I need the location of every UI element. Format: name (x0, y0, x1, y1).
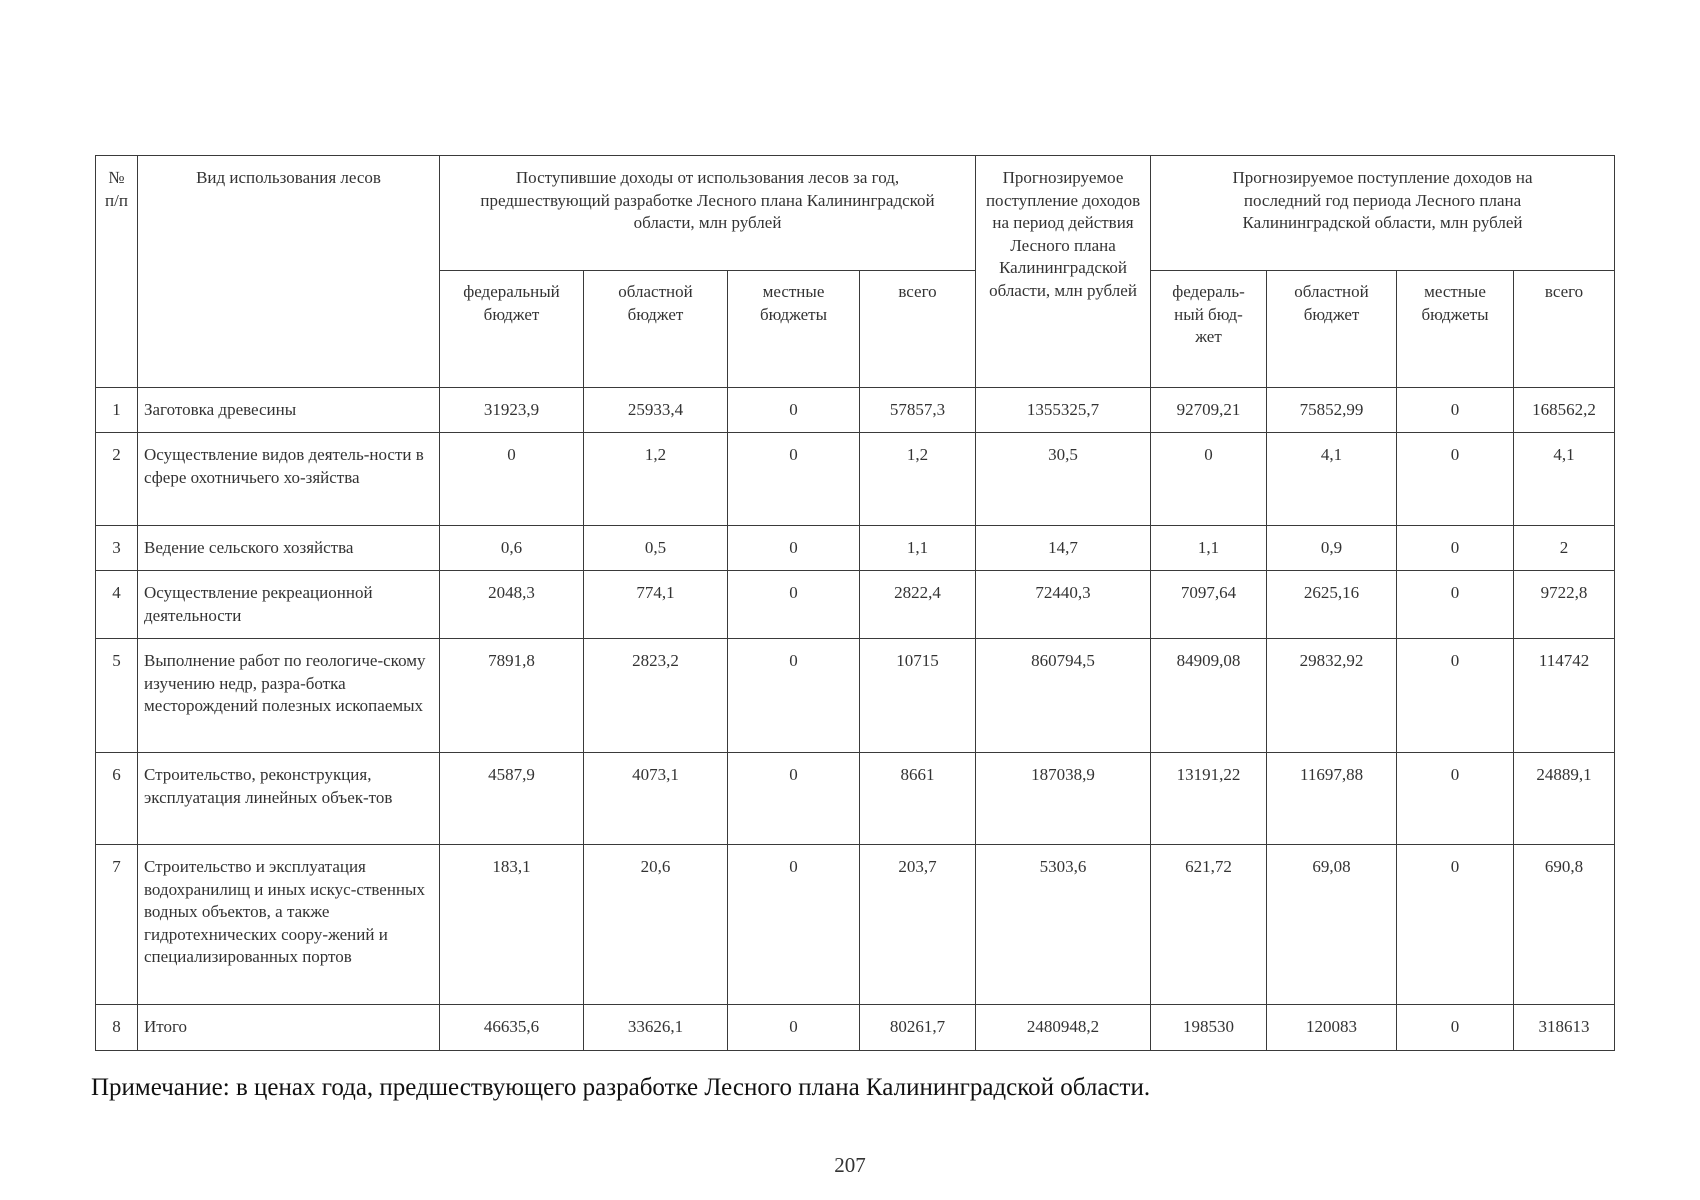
cell-last-federal: 13191,22 (1151, 753, 1267, 845)
cell-last-total: 4,1 (1514, 433, 1615, 526)
cell-last-federal: 0 (1151, 433, 1267, 526)
cell-forecast-period: 30,5 (976, 433, 1151, 526)
cell-last-local: 0 (1397, 433, 1514, 526)
header-last-regional: областной бюджет (1267, 271, 1397, 388)
cell-last-regional: 75852,99 (1267, 388, 1397, 433)
cell-last-federal: 92709,21 (1151, 388, 1267, 433)
cell-last-total: 2 (1514, 526, 1615, 571)
cell-received-total: 8661 (860, 753, 976, 845)
cell-received-federal: 2048,3 (440, 571, 584, 639)
cell-last-regional: 2625,16 (1267, 571, 1397, 639)
cell-received-federal: 0 (440, 433, 584, 526)
cell-last-regional: 11697,88 (1267, 753, 1397, 845)
cell-last-total: 690,8 (1514, 845, 1615, 1005)
cell-last-local: 0 (1397, 639, 1514, 753)
cell-last-local: 0 (1397, 388, 1514, 433)
cell-received-local: 0 (728, 571, 860, 639)
cell-last-local: 0 (1397, 753, 1514, 845)
row-kind: Заготовка древесины (138, 388, 440, 433)
cell-received-total: 80261,7 (860, 1005, 976, 1051)
cell-received-federal: 31923,9 (440, 388, 584, 433)
header-last-local: местные бюджеты (1397, 271, 1514, 388)
cell-received-federal: 4587,9 (440, 753, 584, 845)
header-number: № п/п (96, 156, 138, 388)
cell-last-federal: 84909,08 (1151, 639, 1267, 753)
header-forecast-period: Прогнозируемое поступление доходов на период действия Лесного плана Калининградской области, млн рублей (976, 156, 1151, 388)
row-kind: Ведение сельского хозяйства (138, 526, 440, 571)
row-kind: Осуществление видов деятель-ности в сфере охотничьего хо-зяйства (138, 433, 440, 526)
cell-last-regional: 0,9 (1267, 526, 1397, 571)
cell-received-regional: 1,2 (584, 433, 728, 526)
table-row (96, 526, 1615, 571)
cell-last-local: 0 (1397, 845, 1514, 1005)
cell-received-total: 1,1 (860, 526, 976, 571)
cell-last-total: 9722,8 (1514, 571, 1615, 639)
cell-last-total: 168562,2 (1514, 388, 1615, 433)
cell-received-local: 0 (728, 1005, 860, 1051)
cell-last-total: 318613 (1514, 1005, 1615, 1051)
cell-last-regional: 120083 (1267, 1005, 1397, 1051)
cell-received-regional: 33626,1 (584, 1005, 728, 1051)
row-kind: Строительство и эксплуатация водохранилищ и иных искус-ственных водных объектов, а также гидротехнических соору-жений и специализированных портов (138, 845, 440, 1005)
cell-received-federal: 46635,6 (440, 1005, 584, 1051)
row-number: 4 (96, 571, 138, 639)
header-received-federal: федеральный бюджет (440, 271, 584, 388)
cell-last-local: 0 (1397, 571, 1514, 639)
cell-received-local: 0 (728, 845, 860, 1005)
row-kind: Осуществление рекреационной деятельности (138, 571, 440, 639)
cell-last-federal: 621,72 (1151, 845, 1267, 1005)
cell-received-local: 0 (728, 388, 860, 433)
header-last-total: всего (1514, 271, 1615, 388)
row-number: 6 (96, 753, 138, 845)
cell-forecast-period: 72440,3 (976, 571, 1151, 639)
cell-last-total: 114742 (1514, 639, 1615, 753)
cell-forecast-period: 187038,9 (976, 753, 1151, 845)
row-number: 2 (96, 433, 138, 526)
cell-last-local: 0 (1397, 1005, 1514, 1051)
header-kind: Вид использования лесов (138, 156, 440, 388)
row-kind: Строительство, реконструкция, эксплуатация линейных объек-тов (138, 753, 440, 845)
header-received-local: местные бюджеты (728, 271, 860, 388)
cell-received-regional: 0,5 (584, 526, 728, 571)
cell-received-federal: 0,6 (440, 526, 584, 571)
cell-received-total: 2822,4 (860, 571, 976, 639)
cell-last-federal: 7097,64 (1151, 571, 1267, 639)
footnote: Примечание: в ценах года, предшествующего разработке Лесного плана Калининградской области. (91, 1074, 1151, 1101)
cell-received-total: 1,2 (860, 433, 976, 526)
row-kind: Выполнение работ по геологиче-скому изучению недр, разра-ботка месторождений полезных ископаемых (138, 639, 440, 753)
cell-last-regional: 69,08 (1267, 845, 1397, 1005)
table-row (96, 388, 1615, 433)
cell-forecast-period: 14,7 (976, 526, 1151, 571)
header-forecast-last-group: Прогнозируемое поступление доходов на последний год периода Лесного плана Калининградской области, млн рублей (1151, 156, 1615, 271)
cell-received-federal: 7891,8 (440, 639, 584, 753)
table-row (96, 639, 1615, 753)
table-row (96, 571, 1615, 639)
cell-received-regional: 2823,2 (584, 639, 728, 753)
header-received-regional: областной бюджет (584, 271, 728, 388)
cell-received-regional: 774,1 (584, 571, 728, 639)
row-number: 1 (96, 388, 138, 433)
cell-forecast-period: 5303,6 (976, 845, 1151, 1005)
cell-received-regional: 20,6 (584, 845, 728, 1005)
forest-income-table (95, 155, 1615, 1051)
row-kind: Итого (138, 1005, 440, 1051)
table-row (96, 433, 1615, 526)
page-number: 207 (834, 1153, 866, 1177)
cell-received-federal: 183,1 (440, 845, 584, 1005)
cell-last-federal: 198530 (1151, 1005, 1267, 1051)
cell-received-total: 57857,3 (860, 388, 976, 433)
cell-last-federal: 1,1 (1151, 526, 1267, 571)
cell-received-regional: 25933,4 (584, 388, 728, 433)
row-number: 7 (96, 845, 138, 1005)
cell-last-local: 0 (1397, 526, 1514, 571)
cell-last-regional: 4,1 (1267, 433, 1397, 526)
cell-forecast-period: 2480948,2 (976, 1005, 1151, 1051)
cell-received-local: 0 (728, 526, 860, 571)
cell-received-local: 0 (728, 753, 860, 845)
cell-received-regional: 4073,1 (584, 753, 728, 845)
header-received-group: Поступившие доходы от использования лесов за год, предшествующий разработке Лесного плана Калининградской области, млн рублей (440, 156, 976, 271)
table-row (96, 845, 1615, 1005)
row-number: 5 (96, 639, 138, 753)
cell-forecast-period: 860794,5 (976, 639, 1151, 753)
header-last-federal: федераль-ный бюд-жет (1151, 271, 1267, 388)
table-row (96, 753, 1615, 845)
cell-last-regional: 29832,92 (1267, 639, 1397, 753)
cell-received-local: 0 (728, 639, 860, 753)
header-received-total: всего (860, 271, 976, 388)
cell-received-total: 203,7 (860, 845, 976, 1005)
cell-received-local: 0 (728, 433, 860, 526)
cell-received-total: 10715 (860, 639, 976, 753)
cell-forecast-period: 1355325,7 (976, 388, 1151, 433)
row-number: 3 (96, 526, 138, 571)
table-row-total (96, 1005, 1615, 1051)
row-number: 8 (96, 1005, 138, 1051)
cell-last-total: 24889,1 (1514, 753, 1615, 845)
